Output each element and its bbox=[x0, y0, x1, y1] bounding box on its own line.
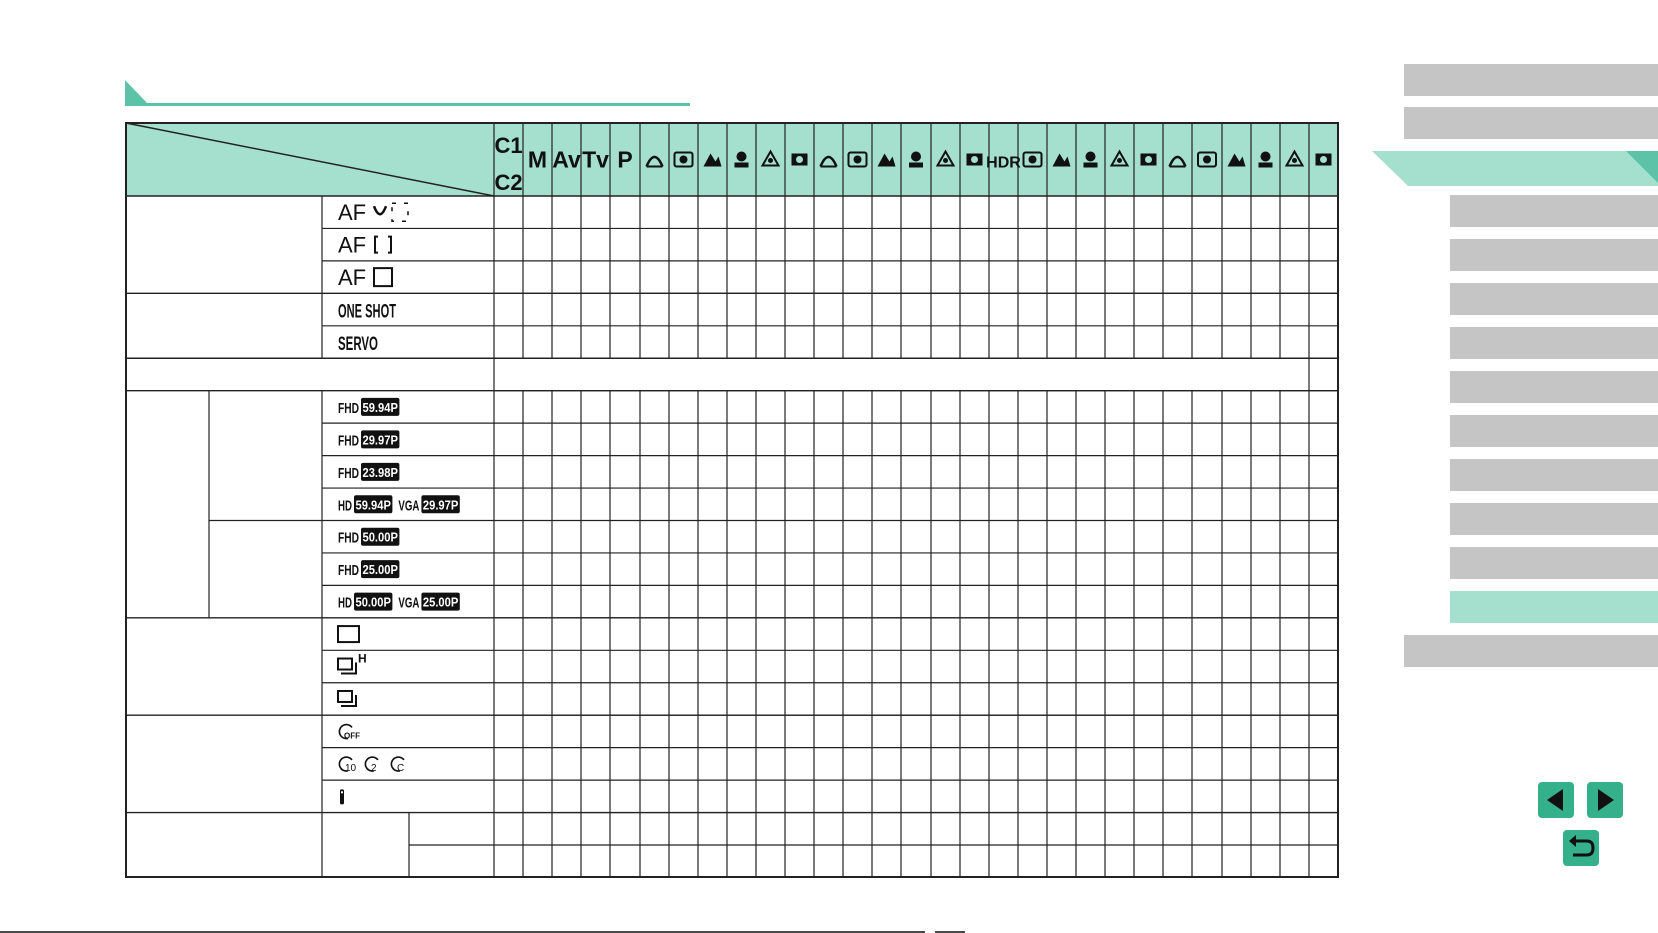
movie-size-icon-fhd_5994 bbox=[338, 398, 399, 417]
single-shooting-icon bbox=[338, 626, 359, 642]
camera-icon bbox=[1141, 154, 1157, 166]
sidebar-item-chapter-tab-0[interactable] bbox=[1404, 64, 1658, 96]
return-arrow-icon bbox=[1563, 830, 1599, 866]
svg-text:23.98P: 23.98P bbox=[362, 464, 399, 480]
svg-text:59.94P: 59.94P bbox=[355, 497, 392, 513]
sidebar-item-chapter-tab-1[interactable] bbox=[1404, 107, 1658, 139]
af-face-tracking-icon bbox=[374, 203, 408, 221]
servo-af-icon: SERVO bbox=[338, 334, 378, 356]
svg-text:HD: HD bbox=[338, 497, 353, 515]
sidebar-item-subsection-tab-current-12[interactable] bbox=[1450, 591, 1658, 623]
self-timer-icon-10 bbox=[339, 757, 356, 774]
sidebar-item-subsection-tab-10[interactable] bbox=[1450, 503, 1658, 535]
svg-text:10: 10 bbox=[345, 762, 357, 774]
sidebar-item-current-chapter[interactable] bbox=[1372, 151, 1658, 186]
svg-text:29.97P: 29.97P bbox=[362, 432, 399, 448]
self-timer-icon-C bbox=[391, 757, 404, 774]
extra-icon bbox=[1316, 154, 1332, 166]
movie-size-icon-hd_vga_ntsc-alt bbox=[398, 495, 459, 514]
sidebar-item-subsection-tab-11[interactable] bbox=[1450, 547, 1658, 579]
smooth-skin-icon bbox=[792, 154, 808, 166]
sidebar-item-chapter-tab-13[interactable] bbox=[1404, 635, 1658, 667]
svg-text:FHD: FHD bbox=[338, 399, 360, 417]
one-shot-af-icon: ONE SHOT bbox=[338, 301, 397, 323]
svg-text:29.97P: 29.97P bbox=[422, 497, 459, 513]
sidebar-item-subsection-tab-9[interactable] bbox=[1450, 459, 1658, 491]
custom-mode-icon-label2: C2 bbox=[494, 170, 523, 195]
svg-text:FHD: FHD bbox=[338, 529, 360, 547]
movie-size-icon-fhd_2997 bbox=[338, 430, 399, 449]
af-1-point-icon-text: AF bbox=[338, 265, 367, 291]
table-border bbox=[126, 123, 1338, 877]
hdr-icon: HDR bbox=[986, 154, 1021, 172]
movie-size-icon-fhd_2398 bbox=[338, 463, 399, 482]
prev-page-button[interactable] bbox=[1538, 782, 1574, 818]
movie-size-icon-hd_vga_pal-alt bbox=[398, 593, 459, 612]
movie-size-icon-hd_vga_pal bbox=[338, 593, 392, 612]
svg-text:50.00P: 50.00P bbox=[355, 594, 392, 610]
shutter-priority-icon: Tv bbox=[582, 146, 609, 173]
af-1-point-icon bbox=[374, 268, 392, 286]
svg-text:C: C bbox=[397, 762, 405, 774]
sidebar-item-subsection-tab-5[interactable] bbox=[1450, 283, 1658, 315]
self-timer-icon-2 bbox=[365, 757, 378, 774]
movie-size-icon-hd_vga_ntsc bbox=[338, 495, 392, 514]
af-face-tracking-icon-text: AF bbox=[338, 200, 367, 226]
sidebar-item-subsection-tab-6[interactable] bbox=[1450, 327, 1658, 359]
svg-text:FHD: FHD bbox=[338, 562, 360, 580]
remote-icon bbox=[340, 789, 344, 804]
svg-text:25.00P: 25.00P bbox=[422, 594, 459, 610]
svg-text:50.00P: 50.00P bbox=[362, 529, 399, 545]
svg-text:59.94P: 59.94P bbox=[362, 399, 399, 415]
svg-text:FHD: FHD bbox=[338, 464, 360, 482]
sidebar-item-subsection-tab-4[interactable] bbox=[1450, 239, 1658, 271]
movie-size-icon-fhd_5000 bbox=[338, 528, 399, 547]
handheld-night-icon bbox=[967, 154, 983, 166]
svg-text:FHD: FHD bbox=[338, 432, 360, 450]
return-button[interactable] bbox=[1563, 830, 1599, 866]
svg-text:2: 2 bbox=[371, 762, 377, 774]
svg-text:25.00P: 25.00P bbox=[362, 562, 399, 578]
svg-text:HD: HD bbox=[338, 594, 353, 612]
sidebar-item-subsection-tab-7[interactable] bbox=[1450, 371, 1658, 403]
svg-text:H: H bbox=[358, 651, 367, 666]
sidebar-item-subsection-tab-3[interactable] bbox=[1450, 195, 1658, 227]
aperture-priority-icon: Av bbox=[552, 146, 581, 173]
svg-text:VGA: VGA bbox=[398, 594, 420, 612]
manual-mode-icon: M bbox=[527, 146, 548, 173]
continuous-icon bbox=[338, 691, 356, 706]
sidebar-item-subsection-tab-8[interactable] bbox=[1450, 415, 1658, 447]
af-zone-icon bbox=[375, 237, 391, 253]
af-zone-icon-text: AF bbox=[338, 232, 367, 258]
svg-text:VGA: VGA bbox=[398, 497, 420, 515]
triangle-left-icon bbox=[1538, 782, 1574, 818]
triangle-right-icon bbox=[1587, 782, 1623, 818]
svg-text:OFF: OFF bbox=[344, 731, 360, 741]
continuous-high-icon bbox=[338, 652, 367, 674]
self-timer-off-icon bbox=[339, 725, 360, 741]
custom-mode-icon-label: C1 bbox=[494, 133, 523, 158]
movie-size-icon-fhd_2500 bbox=[338, 560, 399, 579]
program-mode-icon: P bbox=[617, 146, 633, 173]
next-page-button[interactable] bbox=[1587, 782, 1623, 818]
